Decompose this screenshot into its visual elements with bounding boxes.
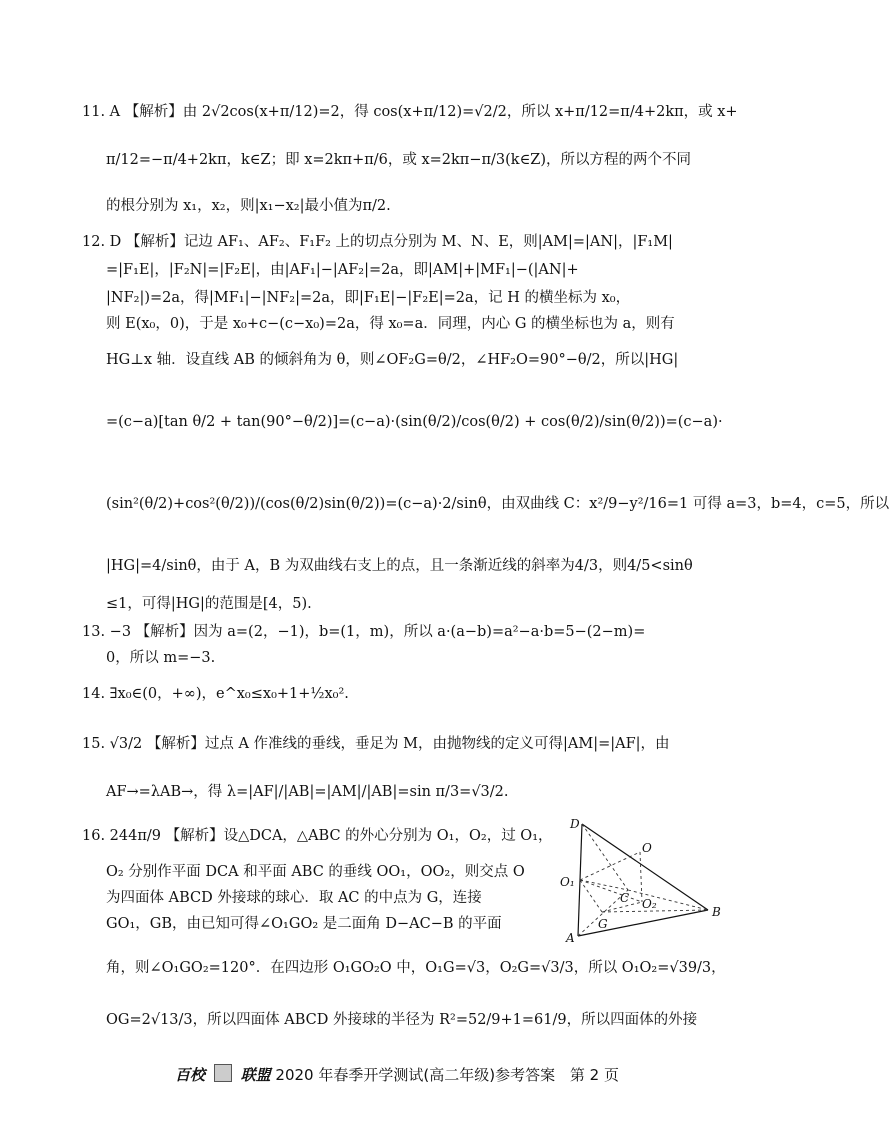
q12-line-8: |HG|=4/sinθ，由于 A，B 为双曲线右支上的点，且一条渐近线的斜率为4/3，则4/5<sinθ [106, 558, 693, 574]
q11-line-2: π/12=−π/4+2kπ，k∈Z；即 x=2kπ+π/6，或 x=2kπ−π/3(k∈Z)，所以方程的两个不同 [106, 152, 692, 168]
q15-line-1: 15. √3/2 【解析】过点 A 作准线的垂线，垂足为 M，由抛物线的定义可得|AM|=|AF|，由 [82, 736, 670, 752]
q14-line-1: 14. ∃x₀∈(0，+∞)，e^x₀≤x₀+1+½x₀². [82, 686, 349, 702]
footer-logo: 百校 [175, 1066, 206, 1084]
label-A: A [566, 931, 575, 945]
line-O1O [580, 852, 640, 880]
footer-league: 联盟 [240, 1066, 271, 1084]
q12-line-5: HG⊥x 轴．设直线 AB 的倾斜角为 θ，则∠OF₂G=θ/2，∠HF₂O=90°−θ/2，所以|HG| [106, 352, 679, 368]
q12-line-6: =(c−a)[tan θ/2 + tan(90°−θ/2)]=(c−a)·(sin(θ/2)/cos(θ/2) + cos(θ/2)/sin(θ/2))=(c−a)· [106, 414, 723, 430]
q11-line-1: 11. A 【解析】由 2√2cos(x+π/12)=2，得 cos(x+π/12)=√2/2，所以 x+π/12=π/4+2kπ，或 x+ [82, 104, 738, 120]
q13-line-1: 13. −3 【解析】因为 a=(2，−1)，b=(1，m)，所以 a·(a−b)=a²−a·b=5−(2−m)= [82, 624, 646, 640]
q15-line-2: AF→=λAB→，得 λ=|AF|/|AB|=|AM|/|AB|=sin π/3=√3/2. [106, 784, 509, 800]
line-OO2 [640, 852, 642, 902]
label-B: B [712, 905, 721, 919]
q11-line-3: 的根分别为 x₁，x₂，则|x₁−x₂|最小值为π/2. [106, 198, 391, 214]
q12-line-2: =|F₁E|，|F₂N|=|F₂E|，由|AF₁|−|AF₂|=2a，即|AM|+|MF₁|−(|AN|+ [106, 262, 579, 278]
q12-line-9: ≤1，可得|HG|的范围是[4，5). [106, 596, 312, 612]
line-O1O2 [580, 880, 642, 902]
edge-DC [582, 824, 628, 890]
q16-line-3: 为四面体 ABCD 外接球的球心．取 AC 的中点为 G，连接 [106, 890, 482, 906]
q13-line-2: 0，所以 m=−3. [106, 650, 216, 666]
q16-line-5: 角，则∠O₁GO₂=120°．在四边形 O₁GO₂O 中，O₁G=√3，O₂G=√3/3，所以 O₁O₂=√39/3， [106, 960, 726, 976]
page-footer [0, 1064, 794, 1085]
tetrahedron-figure [558, 812, 728, 948]
q12-line-3: |NF₂|)=2a，得|MF₁|−|NF₂|=2a，即|F₁E|−|F₂E|=2a，记 H 的横坐标为 x₀， [106, 290, 631, 306]
label-O2: O₂ [642, 897, 657, 911]
label-D: D [570, 817, 580, 831]
q12-line-4: 则 E(x₀，0)，于是 x₀+c−(c−x₀)=2a，得 x₀=a．同理，内心 G 的横坐标也为 a，则有 [106, 316, 675, 332]
q16-line-1: 16. 244π/9 【解析】设△DCA，△ABC 的外心分别为 O₁，O₂，过 O₁， [82, 828, 553, 844]
q12-line-1: 12. D 【解析】记边 AF₁、AF₂、F₁F₂ 上的切点分别为 M、N、E，则|AM|=|AN|，|F₁M| [82, 234, 673, 250]
label-O: O [642, 841, 652, 855]
line-O1G [580, 880, 602, 912]
q16-line-6: OG=2√13/3，所以四面体 ABCD 外接球的半径为 R²=52/9+1=61/9，所以四面体的外接 [106, 1012, 698, 1028]
q16-line-2: O₂ 分别作平面 DCA 和平面 ABC 的垂线 OO₁，OO₂，则交点 O [106, 864, 525, 880]
edge-CB [628, 890, 708, 910]
footer-page-number: 第 2 页 [569, 1066, 619, 1084]
label-G: G [598, 917, 608, 931]
q16-line-4: GO₁，GB，由已知可得∠O₁GO₂ 是二面角 D−AC−B 的平面 [106, 916, 502, 932]
q12-line-7: (sin²(θ/2)+cos²(θ/2))/(cos(θ/2)sin(θ/2))=(c−a)·2/sinθ，由双曲线 C：x²/9−y²/16=1 可得 a=3，b=4，c=5，所以 [106, 496, 889, 512]
label-O1: O₁ [560, 875, 575, 889]
label-C: C [620, 891, 630, 905]
footer-title: 2020 年春季开学测试(高二年级)参考答案 [275, 1066, 556, 1084]
footer-seal-icon [214, 1064, 232, 1082]
